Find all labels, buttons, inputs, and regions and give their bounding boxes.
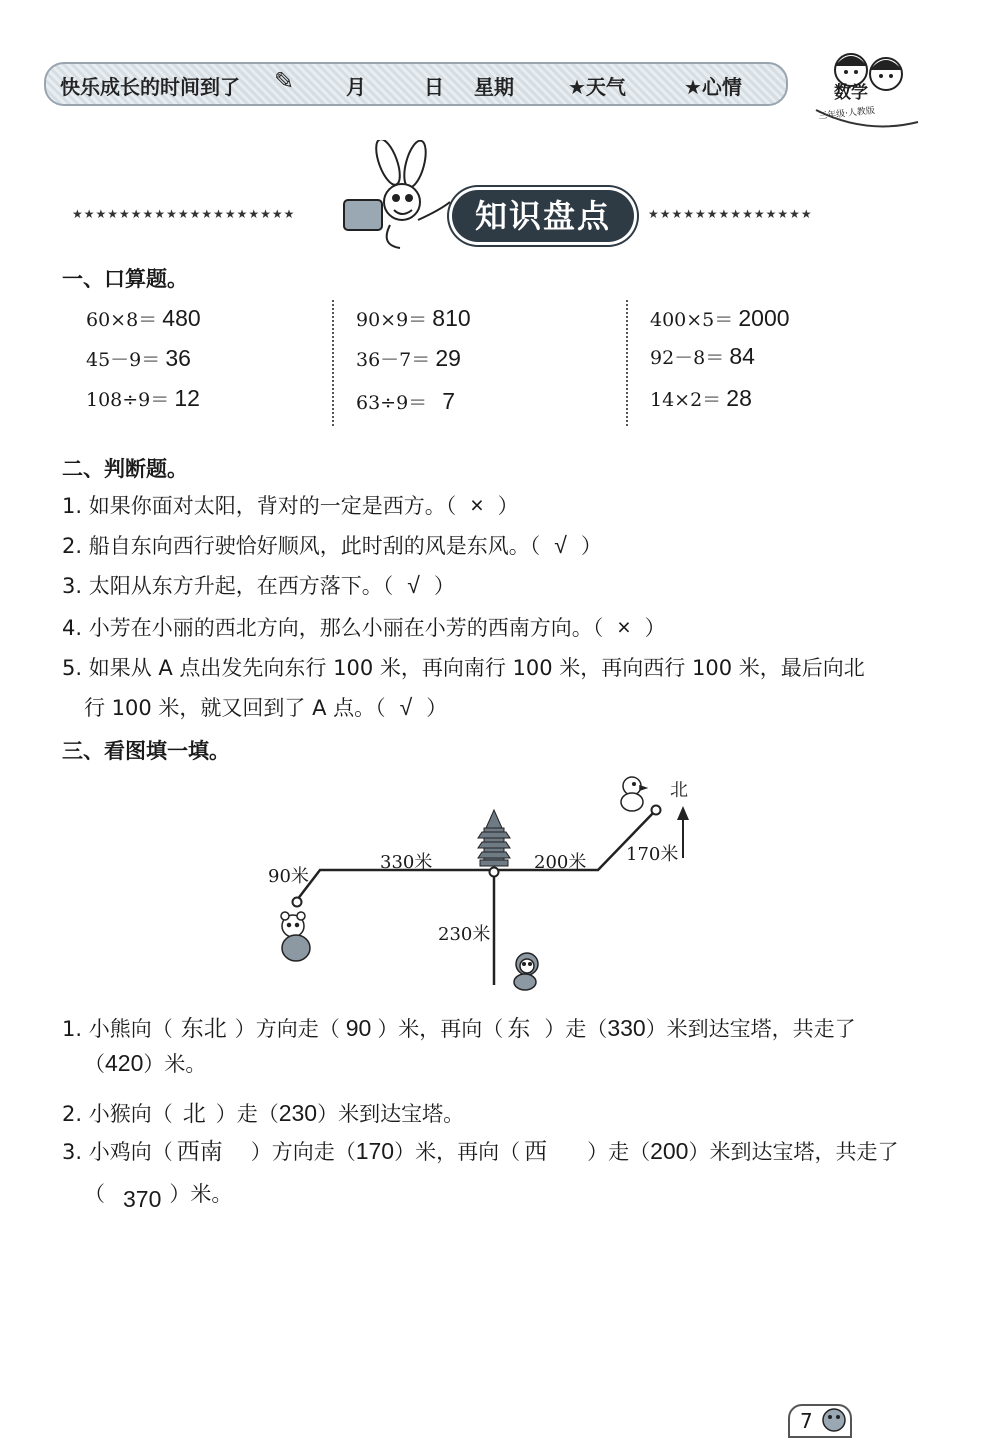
page-number-tab xyxy=(788,1404,852,1438)
frog-mascot-icon xyxy=(820,1402,854,1436)
question-text: ）米，再向（ xyxy=(377,1017,504,1041)
calc-expr: 92－8＝ xyxy=(650,347,725,369)
judge-text: 4. 小芳在小丽的西北方向，那么小丽在小芳的西南方向。（ xyxy=(62,616,604,640)
judge-mark: √ xyxy=(407,572,420,598)
calc-answer: 7 xyxy=(442,388,456,414)
judge-mark: × xyxy=(617,614,631,640)
calc-answer: 29 xyxy=(435,345,461,371)
answer-direction: 北 xyxy=(182,1100,206,1126)
answer-direction: 西南 xyxy=(176,1138,223,1164)
bird-doodle-icon: ✎ xyxy=(274,67,295,95)
calc-answer: 84 xyxy=(729,343,755,369)
part2-heading: 二、判断题。 xyxy=(62,457,188,481)
question-text: （ xyxy=(84,1182,105,1206)
question-text: ）走（ xyxy=(544,1017,608,1041)
answer-total: 420 xyxy=(105,1050,144,1076)
pagoda-icon xyxy=(478,810,510,866)
judge-mark: √ xyxy=(399,694,413,720)
answer-distance: 230 xyxy=(278,1100,318,1126)
header-month: 月 xyxy=(346,75,366,99)
judge-text: 2. 船自东向西行驶恰好顺风，此时刮的风是东风。（ xyxy=(62,534,541,558)
header-mood: ★心情 xyxy=(684,75,742,99)
question-text: 1. 小熊向（ xyxy=(62,1017,173,1041)
fill-question-1 xyxy=(62,1010,856,1043)
calc-expr: 36－7＝ xyxy=(356,349,431,371)
header-day: 日 xyxy=(424,75,444,99)
north-label: 北 xyxy=(670,780,688,801)
judge-text: 1. 如果你面对太阳，背对的一定是西方。（ xyxy=(62,494,457,518)
question-text: ）米。 xyxy=(143,1052,207,1076)
judge-close: ） xyxy=(644,616,666,640)
fill-question-3 xyxy=(62,1133,898,1166)
distance-200-label: 200米 xyxy=(534,852,587,873)
calc-expr: 108÷9＝ xyxy=(86,389,170,411)
judge-text: 行 100 米，就又回到了 A 点。（ xyxy=(84,696,386,720)
bear-icon xyxy=(281,912,310,961)
question-text: ）米，再向（ xyxy=(394,1140,521,1164)
calc-expr: 400×5＝ xyxy=(650,309,734,331)
answer-total: 370 xyxy=(123,1186,162,1212)
calc-answer: 36 xyxy=(165,345,191,371)
header-slogan: 快乐成长的时间到了 xyxy=(60,75,240,99)
grade-label: 三年级·人教版 xyxy=(817,106,876,122)
question-text: ）方向走（ xyxy=(234,1017,340,1041)
question-text: （ xyxy=(84,1052,105,1076)
bear-point xyxy=(293,898,302,907)
monkey-icon xyxy=(514,953,538,990)
question-text: ）米到达宝塔，共走了 xyxy=(645,1017,856,1041)
page-number: 7 xyxy=(800,1409,813,1433)
section-title: 知识盘点 xyxy=(452,190,634,242)
question-text: ）米到达宝塔。 xyxy=(317,1102,465,1126)
judge-text: 3. 太阳从东方升起，在西方落下。（ xyxy=(62,574,394,598)
judge-text: 5. 如果从 A 点出发先向东行 100 米，再向南行 100 米，再向西行 100 米，最后向北 xyxy=(62,656,865,680)
answer-distance: 200 xyxy=(650,1138,689,1164)
judge-close: ） xyxy=(433,574,455,598)
distance-90-label: 90米 xyxy=(268,866,309,887)
question-text: ）走（ xyxy=(587,1140,651,1164)
north-arrowhead-icon xyxy=(677,806,689,820)
route-line xyxy=(297,810,656,900)
header-weather: ★天气 xyxy=(568,75,626,99)
header-weekday: 星期 xyxy=(474,75,514,99)
judge-close: ） xyxy=(580,534,602,558)
chick-point xyxy=(652,806,661,815)
calc-answer: 2000 xyxy=(738,305,790,331)
answer-distance: 170 xyxy=(355,1138,395,1164)
distance-170-label: 170米 xyxy=(626,844,679,865)
calc-expr: 60×8＝ xyxy=(86,309,158,331)
distance-330-label: 330米 xyxy=(380,852,433,873)
fill-question-2 xyxy=(62,1095,464,1128)
calc-answer: 28 xyxy=(726,385,752,411)
answer-direction: 东北 xyxy=(180,1015,227,1041)
judge-close: ） xyxy=(426,696,448,720)
judge-mark: √ xyxy=(554,532,567,558)
star-divider-left: ★★★★★★★★★★★★★★★★★★★ xyxy=(72,207,296,221)
calc-expr: 45－9＝ xyxy=(86,349,161,371)
judge-mark: × xyxy=(470,492,484,518)
part1-heading: 一、口算题。 xyxy=(62,267,188,291)
question-text: ）米到达宝塔，共走了 xyxy=(688,1140,899,1164)
calc-expr: 63÷9＝ xyxy=(356,392,428,414)
question-text: ）走（ xyxy=(215,1102,279,1126)
fill-question-3-cont xyxy=(84,1178,233,1212)
judge-close: ） xyxy=(497,494,519,518)
distance-230-label: 230米 xyxy=(438,924,491,945)
question-text: 3. 小鸡向（ xyxy=(62,1140,173,1164)
star-divider-right: ★★★★★★★★★★★★★★ xyxy=(648,207,813,221)
question-text: 2. 小猴向（ xyxy=(62,1102,173,1126)
answer-distance: 90 xyxy=(345,1015,372,1041)
answer-direction: 东 xyxy=(507,1015,531,1041)
question-text: ）米。 xyxy=(169,1182,233,1206)
pagoda-point xyxy=(490,868,499,877)
answer-direction: 西 xyxy=(524,1138,548,1164)
answer-distance: 330 xyxy=(607,1015,646,1041)
fill-question-1-cont xyxy=(84,1048,206,1078)
subject-name: 数学 xyxy=(834,83,868,103)
calc-answer: 810 xyxy=(432,305,471,331)
question-text: ）方向走（ xyxy=(250,1140,356,1164)
calc-expr: 14×2＝ xyxy=(650,389,722,411)
chick-icon xyxy=(621,777,646,811)
calc-answer: 480 xyxy=(162,305,201,331)
calc-expr: 90×9＝ xyxy=(356,309,428,331)
calc-answer: 12 xyxy=(174,385,200,411)
part3-heading: 三、看图填一填。 xyxy=(62,739,230,763)
